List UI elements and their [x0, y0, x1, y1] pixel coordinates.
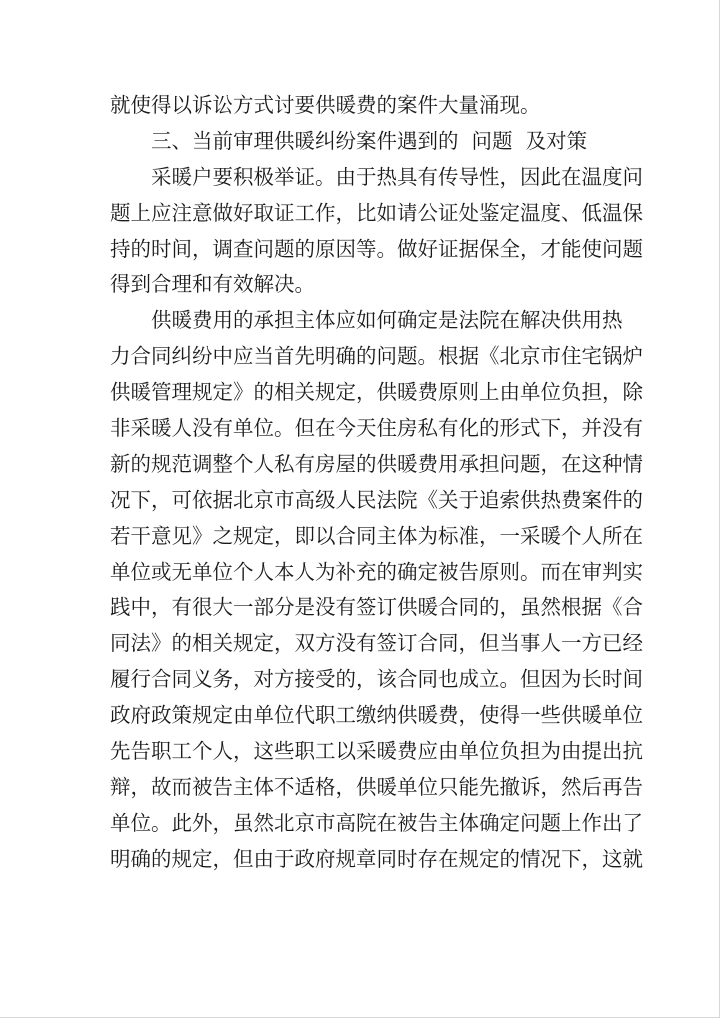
text-line: 力合同纠纷中应当首先明确的问题。根据《北京市住宅锅炉: [110, 344, 643, 369]
text-line: 持的时间，调查问题的原因等。做好证据保全，才能使问题: [110, 236, 643, 261]
text-line: 单位或无单位个人本人为补充的确定被告原则。而在审判实: [110, 559, 643, 584]
text-line: 辩，故而被告主体不适格，供暖单位只能先撤诉，然后再告: [110, 774, 643, 799]
text-line: 题上应注意做好取证工作，比如请公证处鉴定温度、低温保: [110, 200, 643, 225]
text-line: 供暖管理规定》的相关规定，供暖费原则上由单位负担，除: [110, 380, 643, 405]
text-line: 况下，可依据北京市高级人民法院《关于追索供热费案件的: [110, 487, 643, 512]
text-line: 若干意见》之规定，即以合同主体为标准，一采暖个人所在: [110, 523, 643, 548]
text-line: 采暖户要积极举证。由于热具有传导性，因此在温度问: [151, 164, 643, 189]
text-line: 非采暖人没有单位。但在今天住房私有化的形式下，并没有: [110, 416, 643, 441]
text-line: 践中，有很大一部分是没有签订供暖合同的，虽然根据《合: [110, 595, 643, 620]
text-line: 履行合同义务，对方接受的，该合同也成立。但因为长时间: [110, 667, 643, 692]
text-line: 单位。此外，虽然北京市高院在被告主体确定问题上作出了: [110, 810, 643, 835]
text-line: 得到合理和有效解决。: [110, 272, 315, 297]
text-line: 新的规范调整个人私有房屋的供暖费用承担问题，在这种情: [110, 451, 643, 476]
text-line: 政府政策规定由单位代职工缴纳供暖费，使得一些供暖单位: [110, 703, 643, 728]
text-line: 先告职工个人，这些职工以采暖费应由单位负担为由提出抗: [110, 739, 643, 764]
text-line: 同法》的相关规定，双方没有签订合同，但当事人一方已经: [110, 631, 643, 656]
text-line: 供暖费用的承担主体应如何确定是法院在解决供用热: [151, 308, 623, 333]
section-heading: 三、当前审理供暖纠纷案件遇到的 问题 及对策: [151, 128, 588, 153]
text-line: 就使得以诉讼方式讨要供暖费的案件大量涌现。: [110, 93, 541, 117]
text-line: 明确的规定，但由于政府规章同时存在规定的情况下，这就: [110, 846, 643, 871]
document-body: [110, 88, 643, 878]
